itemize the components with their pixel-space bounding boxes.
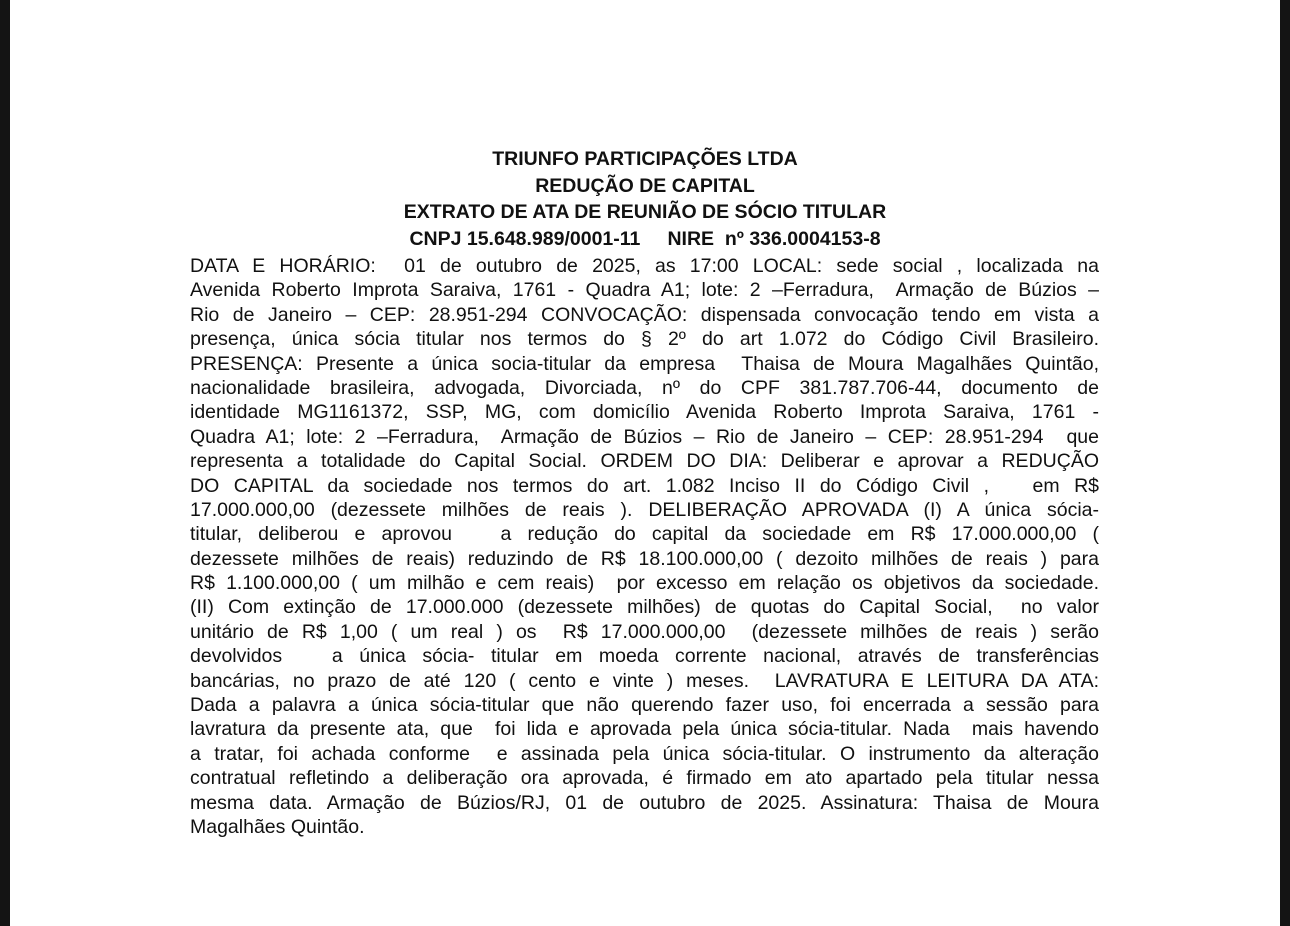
body-line: dezessete milhões de reais) reduzindo de R$ 18.100.000,00 ( dezoito milhões de reais ) para (190, 547, 1099, 570)
body-line: DATA E HORÁRIO: 01 de outubro de 2025, as 17:00 LOCAL: sede social , localizada na (190, 255, 1099, 277)
body-line: (II) Com extinção de 17.000.000 (dezessete milhões) de quotas do Capital Social, no valor (190, 596, 1099, 619)
body-line: unitário de R$ 1,00 ( um real ) os R$ 17.000.000,00 (dezessete milhões de reais ) serão (190, 620, 1099, 643)
document-subject: REDUÇÃO DE CAPITAL (535, 174, 755, 197)
body-line: a tratar, foi achada conforme e assinada pela única sócia-titular. O instrumento da alteração (190, 742, 1099, 765)
body-line: PRESENÇA: Presente a única socia-titular da empresa Thaisa de Moura Magalhães Quintão, (190, 352, 1099, 375)
document-page (10, 0, 1280, 926)
body-line: devolvidos a única sócia- titular em moeda corrente nacional, através de transferências (190, 645, 1099, 668)
body-line: Rio de Janeiro – CEP: 28.951-294 CONVOCAÇÃO: dispensada convocação tendo em vista a (190, 303, 1099, 326)
body-line: DO CAPITAL da sociedade nos termos do art. 1.082 Inciso II do Código Civil , em R$ (190, 474, 1099, 497)
body-line: lavratura da presente ata, que foi lida e aprovada pela única sócia-titular. Nada mais havendo (190, 718, 1099, 741)
body-line: bancárias, no prazo de até 120 ( cento e vinte ) meses. LAVRATURA E LEITURA DA ATA: (190, 669, 1099, 692)
body-line: Avenida Roberto Improta Saraiva, 1761 - Quadra A1; lote: 2 –Ferradura, Armação de Búzios – (190, 279, 1099, 302)
company-identifiers: CNPJ 15.648.989/0001-11 NIRE nº 336.0004153-8 (409, 227, 881, 250)
body-line: mesma data. Armação de Búzios/RJ, 01 de outubro de 2025. Assinatura: Thaisa de Moura (190, 791, 1099, 814)
body-line: contratual refletindo a deliberação ora aprovada, é firmado em ato apartado pela titular nessa (190, 767, 1099, 790)
body-line: 17.000.000,00 (dezessete milhões de reais ). DELIBERAÇÃO APROVADA (I) A única sócia- (190, 498, 1099, 521)
body-line: nacionalidade brasileira, advogada, Divorciada, nº do CPF 381.787.706-44, documento de (190, 376, 1099, 399)
body-line: Magalhães Quintão. (190, 815, 365, 838)
company-name: TRIUNFO PARTICIPAÇÕES LTDA (492, 148, 798, 170)
document-header (10, 146, 1280, 252)
body-line: presença, única sócia titular nos termos do § 2º do art 1.072 do Código Civil Brasileiro. (190, 328, 1099, 351)
body-line: R$ 1.100.000,00 ( um milhão e cem reais) por excesso em relação os objetivos da sociedade. (190, 572, 1099, 595)
body-line: titular, deliberou e aprovou a redução do capital da sociedade em R$ 17.000.000,00 ( (190, 523, 1099, 546)
minutes-body (190, 254, 1099, 839)
body-line: Dada a palavra a única sócia-titular que não querendo fazer uso, foi encerrada a sessão para (190, 694, 1099, 717)
document-title: EXTRATO DE ATA DE REUNIÃO DE SÓCIO TITULAR (403, 201, 887, 223)
body-line: identidade MG1161372, SSP, MG, com domicílio Avenida Roberto Improta Saraiva, 1761 - (190, 401, 1099, 424)
body-line: Quadra A1; lote: 2 –Ferradura, Armação de Búzios – Rio de Janeiro – CEP: 28.951-294 que (190, 425, 1099, 448)
body-line: representa a totalidade do Capital Social. ORDEM DO DIA: Deliberar e aprovar a REDUÇÃO (190, 450, 1099, 473)
